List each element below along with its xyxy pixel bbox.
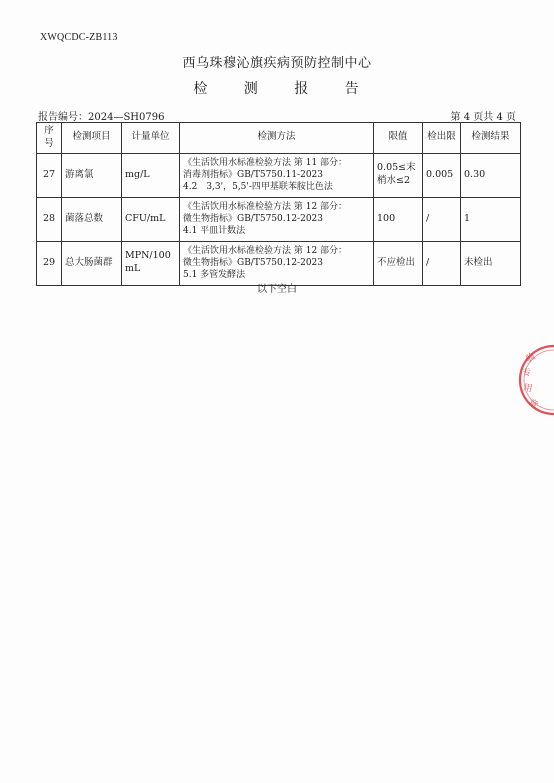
row-detect-limit: / [423,197,461,241]
table-row [37,241,521,285]
row-seq: 27 [37,153,62,197]
svg-text:验: 验 [524,351,538,365]
row-method [180,197,374,241]
table-row [37,197,521,241]
method-line: 5.1 多管发酵法 [183,270,246,281]
report-title: 检 测 报 告 [193,81,375,97]
column-header: 检出限 [423,123,461,154]
method-line: 《生活饮用水标准检验方法 第 11 部分： [183,157,348,168]
svg-text:专: 专 [521,367,533,379]
column-header: 序号 [37,123,62,154]
row-result: 未检出 [461,241,521,285]
report-number: 报告编号：2024—SH0796 [38,112,165,123]
column-header: 检测结果 [461,123,521,154]
method-line: 4.1 平皿计数法 [183,226,246,237]
seal-stamp-icon [508,340,554,420]
row-result: 0.30 [461,153,521,197]
row-limit: 不应检出 [374,241,423,285]
method-line: 4.2 3,3'，5,5'-四甲基联苯胺比色法 [183,182,333,193]
method-line: 《生活饮用水标准检验方法 第 12 部分： [183,245,348,256]
row-item: 菌落总数 [62,197,122,241]
column-header: 限值 [374,123,423,154]
row-method [180,153,374,197]
results-table [36,122,521,286]
row-item: 游离氯 [62,153,122,197]
method-line: 消毒剂指标》GB/T5750.11-2023 [183,170,324,181]
method-line: 微生物指标》GB/T5750.12-2023 [183,258,324,269]
table-header-row [37,123,521,154]
row-detect-limit: / [423,241,461,285]
column-header: 检测方法 [180,123,374,154]
row-limit: 0.05≤末梢水≤2 [374,153,423,197]
document-code: XWQCDC-ZB113 [40,32,118,43]
svg-text:用: 用 [522,383,534,395]
organization-name: 西乌珠穆沁旗疾病预防控制中心 [182,56,372,71]
svg-text:章: 章 [526,397,540,412]
row-method [180,241,374,285]
row-seq: 28 [37,197,62,241]
official-seal [508,340,554,420]
page-indicator: 第 4 页共 4 页 [450,112,516,123]
table-row [37,153,521,197]
method-line: 微生物指标》GB/T5750.12-2023 [183,214,324,225]
row-item: 总大肠菌群 [62,241,122,285]
row-seq: 29 [37,241,62,285]
method-line: 《生活饮用水标准检验方法 第 12 部分： [183,201,348,212]
row-unit: MPN/100mL [122,241,180,285]
row-detect-limit: 0.005 [423,153,461,197]
row-unit: CFU/mL [122,197,180,241]
row-result: 1 [461,197,521,241]
column-header: 计量单位 [122,123,180,154]
end-of-content-note: 以下空白 [257,284,297,295]
row-limit: 100 [374,197,423,241]
column-header: 检测项目 [62,123,122,154]
row-unit: mg/L [122,153,180,197]
